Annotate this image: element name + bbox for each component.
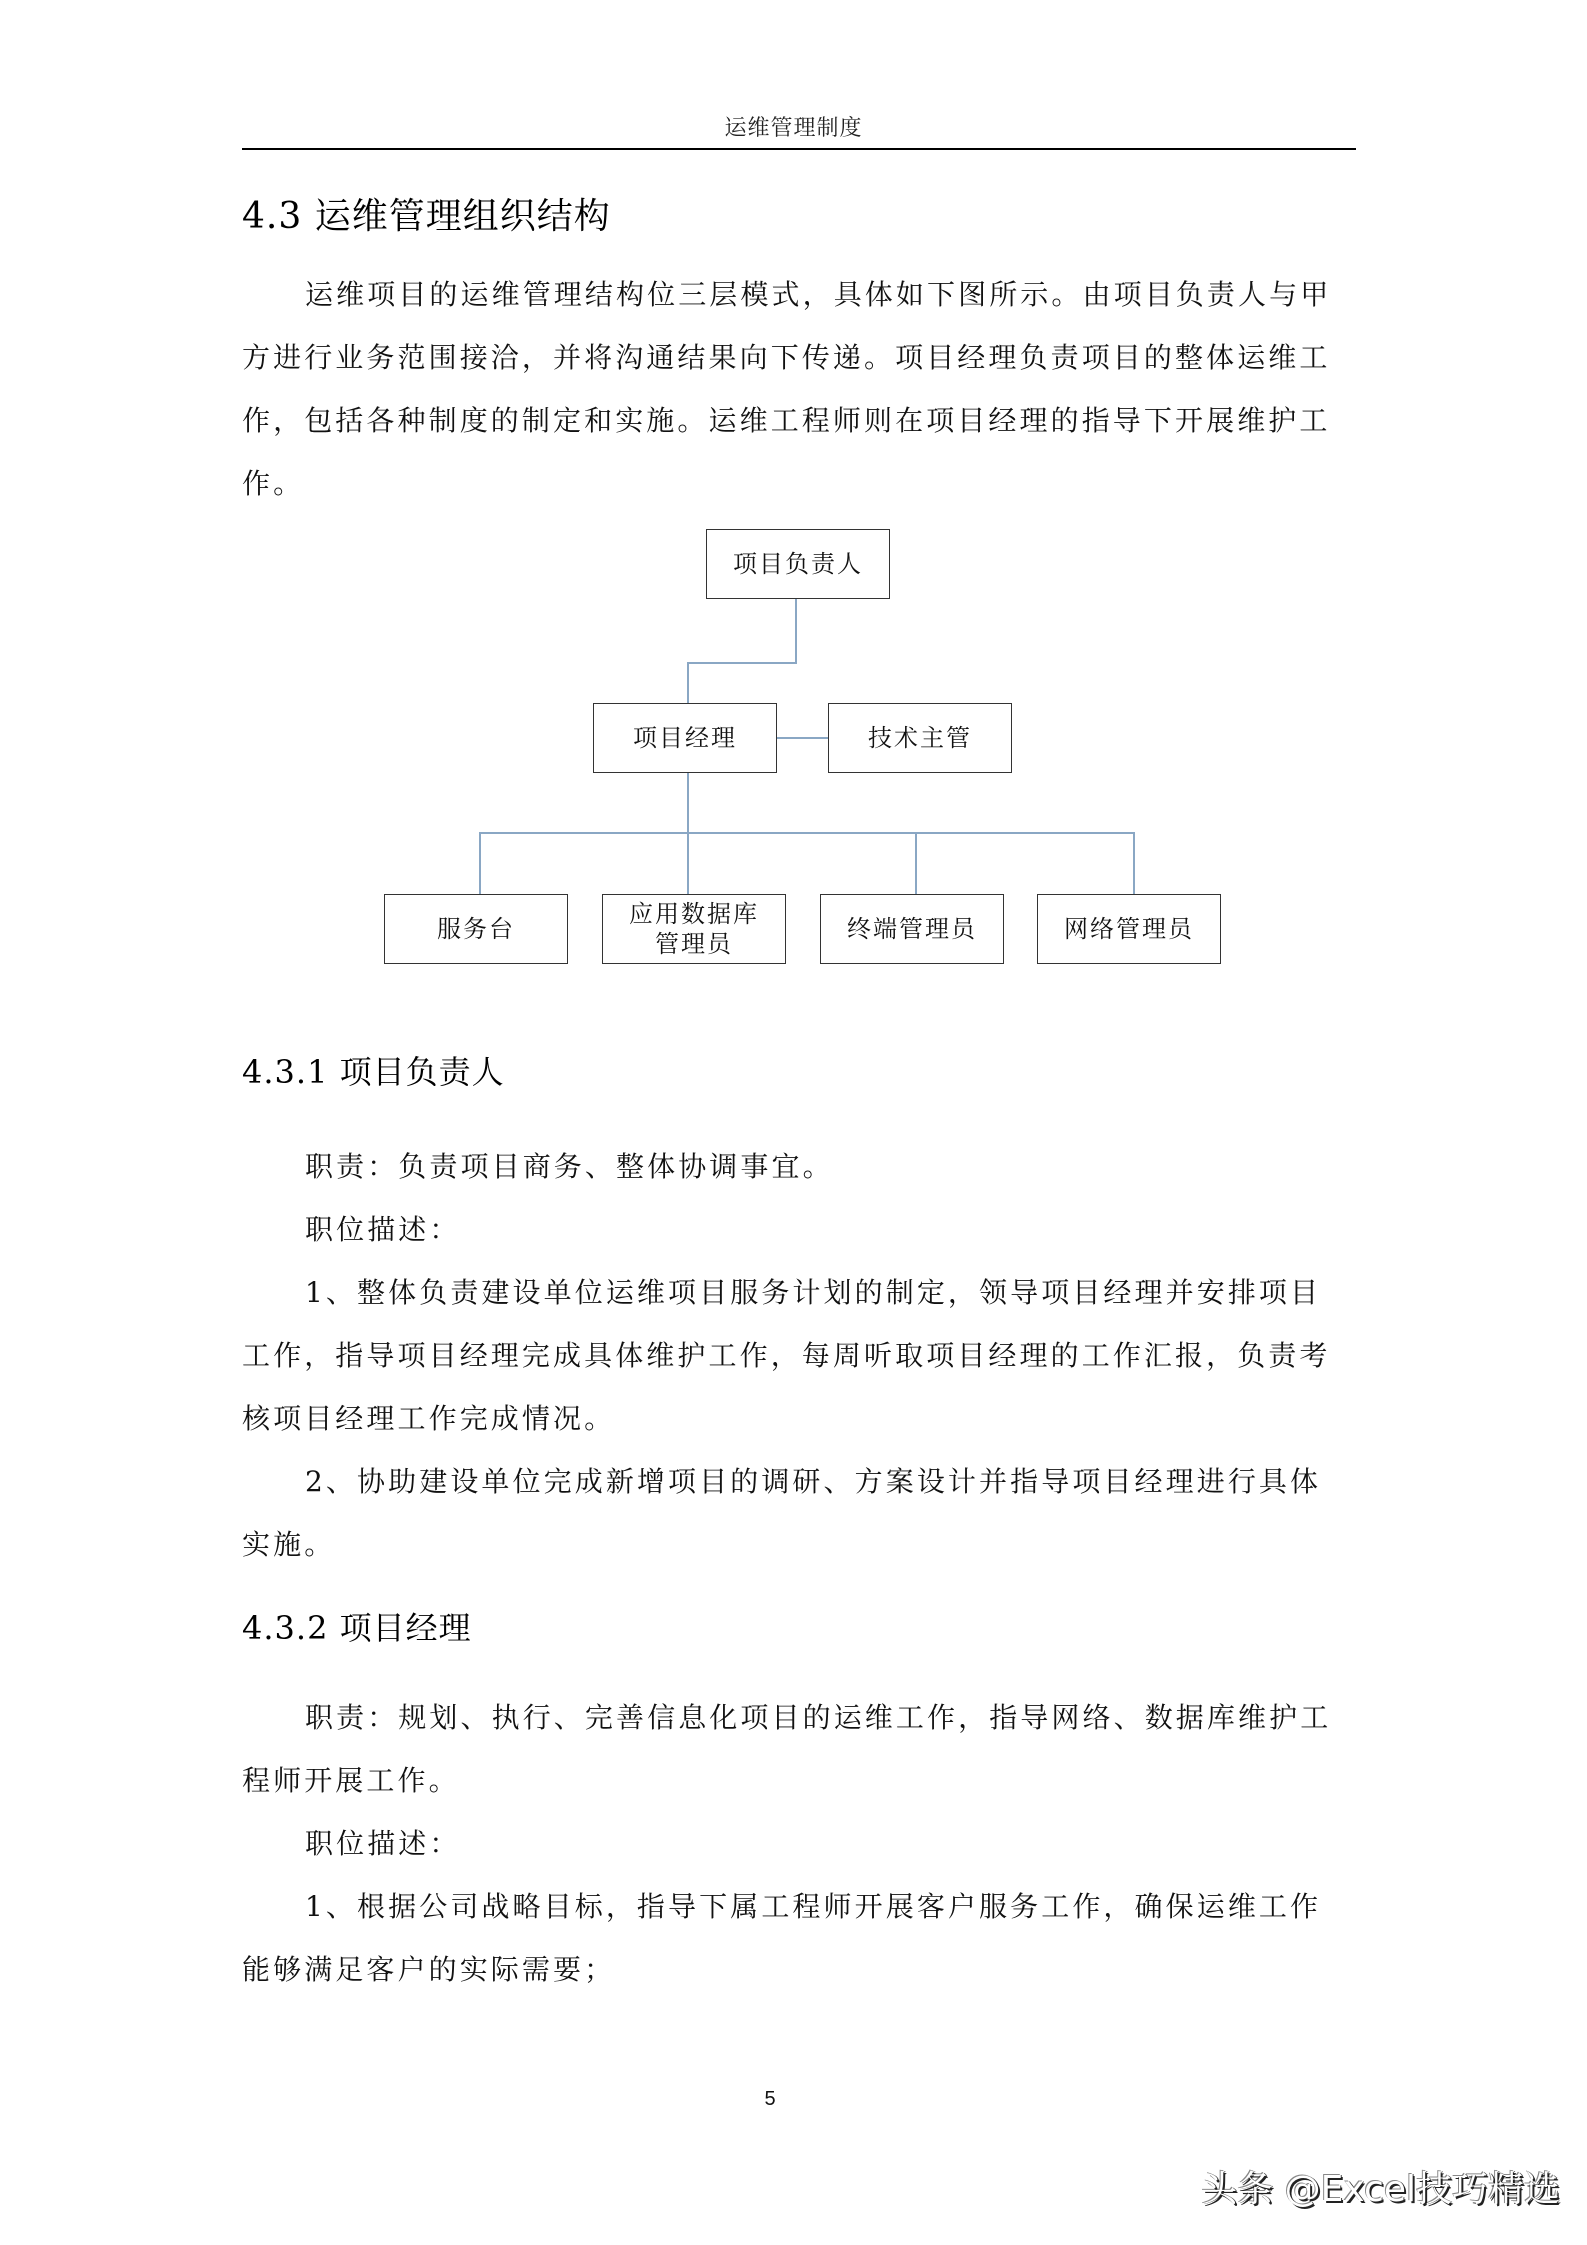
paragraph-line: 核项目经理工作完成情况。 — [242, 1402, 616, 1435]
duty-line: 职责：规划、执行、完善信息化项目的运维工作，指导网络、数据库维护工 — [305, 1701, 1332, 1734]
section-heading-4-3: 4.3 运维管理组织结构 — [242, 196, 611, 237]
org-node-label: 服务台 — [437, 915, 515, 943]
org-node-network-admin — [1037, 894, 1221, 964]
org-node-tech-lead — [828, 703, 1012, 773]
org-node-label: 网络管理员 — [1064, 915, 1194, 943]
org-node-service-desk — [384, 894, 568, 964]
connector-to-manager — [687, 662, 689, 703]
description-label: 职位描述： — [305, 1827, 461, 1860]
paragraph-line: 1、根据公司战略目标，指导下属工程师开展客户服务工作，确保运维工作 — [305, 1890, 1322, 1923]
org-node-project-lead — [706, 529, 890, 599]
connector-top-down — [795, 599, 797, 663]
page-header-title: 运维管理制度 — [724, 116, 863, 141]
paragraph-line: 作。 — [242, 467, 305, 500]
org-node-label: 项目经理 — [633, 724, 737, 752]
connector-top-horizontal — [687, 662, 797, 664]
org-node-label: 终端管理员 — [847, 915, 977, 943]
header-divider — [242, 148, 1356, 150]
connector-manager-techlead — [776, 737, 828, 739]
paragraph-line: 1、整体负责建设单位运维项目服务计划的制定，领导项目经理并安排项目 — [305, 1276, 1322, 1309]
connector-to-service-desk — [479, 832, 481, 894]
paragraph-line: 程师开展工作。 — [242, 1764, 460, 1797]
org-node-label-line2: 管理员 — [655, 930, 733, 958]
org-node-terminal-admin — [820, 894, 1004, 964]
duty-line: 职责：负责项目商务、整体协调事宜。 — [305, 1150, 834, 1183]
org-node-label: 技术主管 — [868, 724, 972, 752]
paragraph-line: 实施。 — [242, 1528, 336, 1561]
connector-to-network-admin — [1133, 832, 1135, 894]
paragraph-line: 2、协助建设单位完成新增项目的调研、方案设计并指导项目经理进行具体 — [305, 1465, 1322, 1498]
org-node-label-line1: 应用数据库 — [629, 900, 759, 928]
paragraph-line: 方进行业务范围接洽，并将沟通结果向下传递。项目经理负责项目的整体运维工 — [242, 341, 1331, 374]
description-label: 职位描述： — [305, 1213, 461, 1246]
org-node-db-admin — [602, 894, 786, 964]
org-node-label: 项目负责人 — [733, 550, 863, 578]
page-number: 5 — [764, 2088, 776, 2110]
watermark-text: 头条 @Excel技巧精选 — [1201, 2169, 1560, 2210]
connector-to-terminal-admin — [915, 832, 917, 894]
paragraph-line: 运维项目的运维管理结构位三层模式，具体如下图所示。由项目负责人与甲 — [305, 278, 1332, 311]
connector-bottom-bus — [479, 832, 1135, 834]
section-heading-4-3-2: 4.3.2 项目经理 — [242, 1609, 472, 1647]
section-heading-4-3-1: 4.3.1 项目负责人 — [242, 1053, 505, 1091]
paragraph-line: 作，包括各种制度的制定和实施。运维工程师则在项目经理的指导下开展维护工 — [242, 404, 1331, 437]
paragraph-line: 能够满足客户的实际需要； — [242, 1953, 616, 1986]
org-node-project-manager — [593, 703, 777, 773]
paragraph-line: 工作，指导项目经理完成具体维护工作，每周听取项目经理的工作汇报，负责考 — [242, 1339, 1331, 1372]
